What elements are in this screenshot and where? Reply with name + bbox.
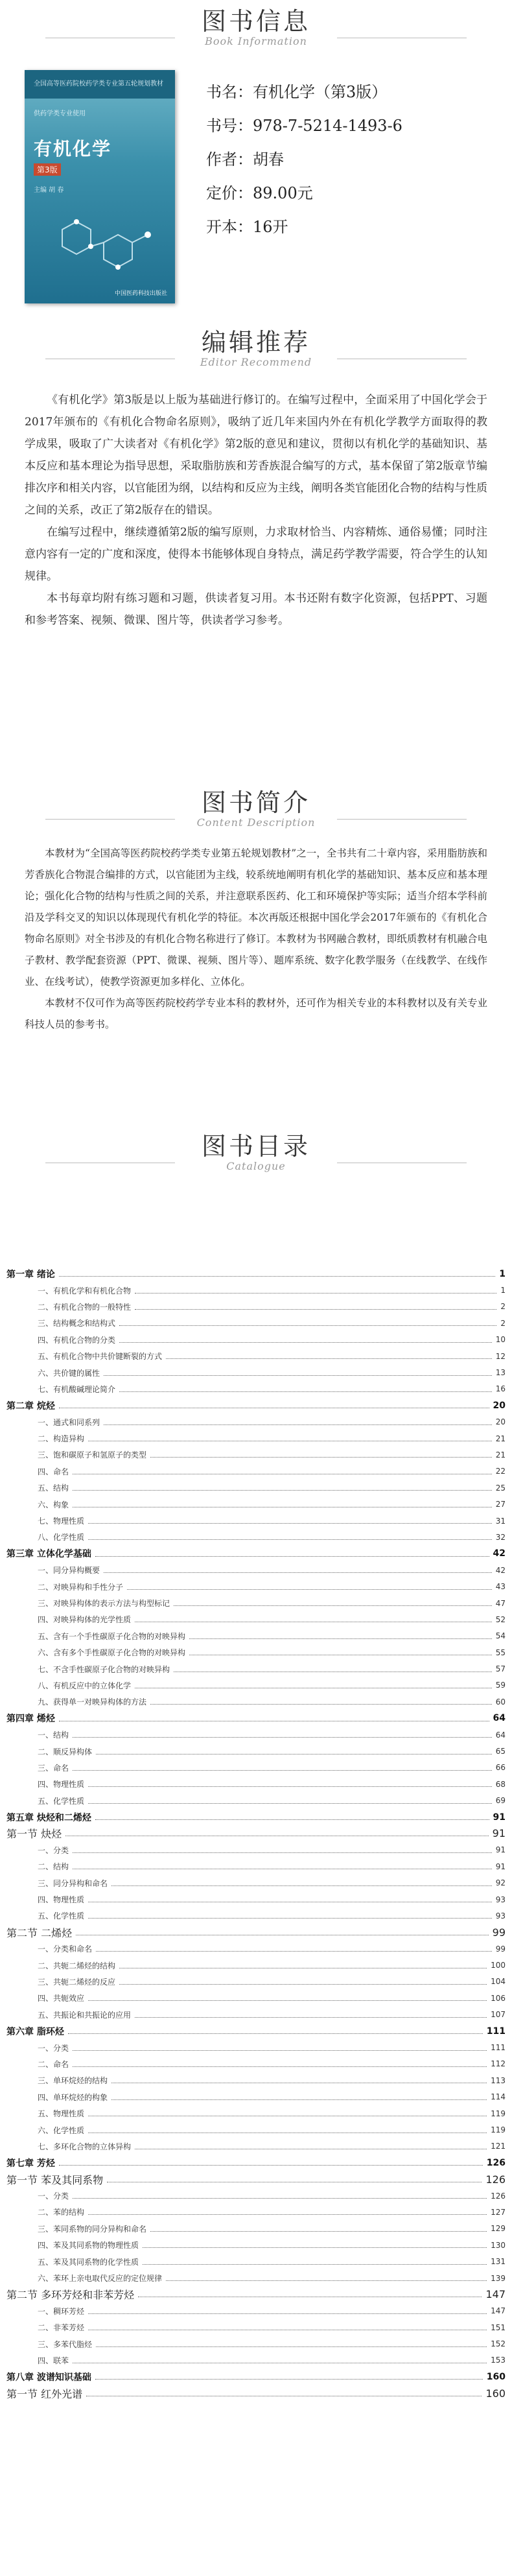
toc-entry-title: 九、获得单一对映异构体的方法 [38,1697,147,1707]
toc-entry-title: 一、分类 [38,2192,69,2201]
toc-entry-title: 四、对映异构体的光学性质 [38,1615,132,1625]
info-row-price [206,176,402,210]
toc-section [6,2171,506,2187]
toc-page-number: 100 [491,1961,506,1970]
toc-leader-dots [111,2099,487,2100]
toc-entry-title: 六、构象 [38,1500,69,1509]
toc-page-number: 22 [495,1467,506,1476]
toc-section [6,2385,506,2402]
toc-item [6,2221,506,2237]
toc-item [6,2270,506,2286]
toc-page-number: 119 [491,2109,506,2118]
intro-heading [0,788,512,829]
toc-entry-title: 二、顺反异构体 [38,1747,93,1756]
cover-author: 主编 胡 春 [34,187,64,194]
intro-text [25,843,487,1035]
toc-item [6,1332,506,1348]
toc-entry-title: 四、苯及其同系物的物理性质 [38,2241,139,2251]
toc-item [6,1348,506,1364]
toc-leader-dots [59,2165,483,2166]
paragraph: 在编写过程中，继续遵循第2版的编写原则，力求取材恰当、内容精炼、通俗易懂；同时注意内容有一定的广度和深度，使得本书能够体现自身特点，满足药学教学需要，符合学生的认知规律。 [25,526,487,583]
toc-entry-title: 第二节 多环芳烃和非苯芳烃 [6,2289,135,2302]
toc-item [6,2204,506,2220]
toc-item [6,1842,506,1858]
section-subtitle: Editor Recommend [200,356,312,368]
toc-item [6,1562,506,1578]
toc-item [6,1908,506,1924]
toc-entry-title: 八、有机反应中的立体化学 [38,1681,132,1690]
cover-title: 有机化学 [34,138,112,160]
toc-entry-title: 三、单环烷烃的结构 [38,2076,108,2086]
toc-page-number: 107 [491,2010,506,2020]
toc-entry-title: 六、化学性质 [38,2125,85,2135]
toc-item [6,1760,506,1776]
paragraph: 本书每章均附有练习题和习题，供读者复习用。本书还附有数字化资源，包括PPT、习题和参考答案、视频、微课、图片等，供读者学习参考。 [25,592,487,627]
toc-entry-title: 四、共轭效应 [38,1994,85,2003]
toc-page-number: 55 [495,1648,506,1657]
toc-entry-title: 第四章 烯烃 [6,1714,55,1725]
toc-item [6,1430,506,1447]
toc-page-number: 31 [495,1516,506,1526]
toc-entry-title: 第二节 二烯烃 [6,1926,73,1939]
toc-page-number: 54 [495,1631,506,1641]
toc-leader-dots [73,2066,487,2067]
toc-item [6,2089,506,2105]
toc-leader-dots [96,1951,492,1952]
toc-item [6,1957,506,1973]
toc-leader-dots [104,1572,492,1573]
toc-leader-dots [135,1309,496,1310]
toc-leader-dots [143,2264,487,2265]
toc-page-number: 151 [491,2322,506,2332]
toc-entry-title: 一、分类 [38,1845,69,1855]
toc-page-number: 12 [495,1351,506,1361]
toc-page-number: 65 [495,1747,506,1756]
toc-entry-title: 六、共价键的属性 [38,1368,100,1378]
toc-entry-title: 二、苯的结构 [38,2208,85,2217]
toc-entry-title: 二、共轭二烯烃的结构 [38,1961,116,1970]
toc-chapter [6,2369,506,2385]
toc-entry-title: 四、联苯 [38,2356,69,2365]
toc-leader-dots [73,1490,492,1491]
info-row-format [206,210,402,244]
toc-leader-dots [119,1984,487,1985]
toc-chapter [6,1546,506,1562]
toc-item [6,2188,506,2204]
toc-page-number: 32 [495,1532,506,1542]
toc-item [6,2105,506,2121]
toc-entry-title: 五、苯及其同系物的化学性质 [38,2257,139,2267]
toc-item [6,1463,506,1480]
toc-leader-dots [88,1539,492,1540]
toc-item [6,2335,506,2352]
toc-page-number: 160 [486,2371,506,2382]
toc-leader-dots [166,1358,492,1359]
section-title: 图书目录 [201,1132,310,1161]
toc-entry-title: 五、化学性质 [38,1796,85,1806]
toc-page-number: 126 [491,2191,506,2201]
toc-leader-dots [88,1918,492,1919]
toc-item [6,2072,506,2088]
toc-page-number: 64 [493,1713,506,1724]
toc-item [6,1990,506,2006]
toc-page-number: 114 [491,2092,506,2102]
book-info-heading [0,6,512,47]
toc-page-number: 13 [495,1368,506,1378]
toc-entry-title: 六、含有多个手性碳原子化合物的对映异构 [38,1648,186,1658]
toc-item [6,1595,506,1611]
toc-entry-title: 一、分类 [38,2043,69,2053]
toc-section [6,1825,506,1841]
toc-section [6,1924,506,1941]
toc-page-number: 91 [495,1861,506,1871]
toc-leader-dots [73,1770,492,1771]
toc-entry-title: 五、物理性质 [38,2109,85,2119]
toc-leader-dots [68,2033,483,2034]
book-cover [25,70,175,303]
info-label: 书名： [206,83,253,101]
toc-page-number: 10 [495,1335,506,1345]
toc-page-number: 59 [495,1681,506,1690]
toc-leader-dots [95,1819,489,1820]
toc-leader-dots [174,1605,492,1606]
toc-entry-title: 第一节 炔烃 [6,1828,62,1841]
toc-page-number: 104 [491,1977,506,1987]
toc-chapter [6,1397,506,1413]
toc-page-number: 129 [491,2224,506,2234]
toc-page-number: 106 [491,1993,506,2003]
toc-page-number: 121 [491,2142,506,2151]
toc-entry-title: 一、通式和同系列 [38,1417,100,1427]
toc-entry-title: 三、多苯代脂烃 [38,2339,93,2349]
info-value: 89.00元 [253,184,313,202]
section-subtitle: Book Information [205,35,307,47]
toc-page-number: 131 [491,2257,506,2267]
toc-page-number: 127 [491,2207,506,2217]
toc-page-number: 147 [491,2306,506,2316]
toc-entry-title: 三、结构概念和结构式 [38,1319,116,1329]
toc-leader-dots [88,2000,487,2001]
toc-item [6,1974,506,1990]
toc-leader-dots [73,2050,487,2051]
toc-leader-dots [119,1391,492,1392]
paragraph: 本教材不仅可作为高等医药院校药学专业本科的教材外，还可作为相关专业的本科教材以及有关专业科技人员的参考书。 [25,997,487,1030]
toc-item [6,2121,506,2138]
toc-entry-title: 四、单环烷烃的构象 [38,2092,108,2102]
paragraph: 《有机化学》第3版是以上版为基础进行修订的。在编写过程中，全面采用了中国化学会于2017年颁布的《有机化合物命名原则》，吸纳了近几年来国内外在有机化学教学方面取得的教学成果，吸取了广大读者对《有机化学》第2版的意见和建议，贯彻以有机化学的基础知识、基本反应和基本理论为指导思想，采取脂肪族和芳香族混合编写的方式，基本保留了第2版章节编排次序和相关内容，以官能团为纲，以结构和反应为主线，阐明各类官能团化合物的结构与性质之间的关系，改正了第2版存在的错误。 [25,394,487,517]
toc-page-number: 27 [495,1500,506,1509]
toc-item [6,1660,506,1677]
toc-item [6,1447,506,1463]
toc-item [6,1315,506,1331]
toc-leader-dots [88,1803,492,1804]
toc-item [6,2319,506,2335]
section-subtitle: Content Description [196,816,316,829]
info-value: 16开 [253,218,288,236]
toc-chapter [6,1809,506,1825]
toc-item [6,2303,506,2319]
toc-item [6,1628,506,1644]
toc-leader-dots [111,1885,492,1886]
toc-item [6,1874,506,1891]
toc-item [6,1776,506,1792]
toc-page-number: 21 [495,1450,506,1459]
toc-entry-title: 第一章 绪论 [6,1269,55,1280]
toc-leader-dots [96,1754,492,1755]
toc-item [6,1496,506,1512]
toc-page-number: 93 [495,1895,506,1904]
info-label: 书号： [206,117,253,135]
toc-page-number: 99 [495,1944,506,1954]
toc-item [6,1282,506,1298]
toc-entry-title: 四、物理性质 [38,1895,85,1905]
divider [337,819,467,820]
toc-item [6,1364,506,1380]
toc-entry-title: 七、物理性质 [38,1517,85,1526]
molecule-graphic-icon [51,209,161,280]
info-value: 胡春 [253,150,284,169]
toc-entry-title: 七、不含手性碳原子化合物的对映异构 [38,1664,170,1674]
toc-item [6,1891,506,1908]
toc-leader-dots [166,2280,487,2281]
toc-leader-dots [189,1638,492,1639]
toc-page-number: 111 [491,2043,506,2053]
toc-page-number: 147 [485,2288,506,2301]
toc-page-number: 91 [493,1812,506,1823]
toc-item [6,2237,506,2253]
toc-page-number: 43 [495,1582,506,1592]
toc-page-number: 20 [493,1400,506,1411]
section-title: 编辑推荐 [201,328,310,357]
toc-item [6,1578,506,1594]
toc-page-number: 91 [492,1827,506,1840]
toc-entry-title: 五、含有一个手性碳原子化合物的对映异构 [38,1631,186,1641]
cover-edition: 第3版 [34,163,61,176]
toc-entry-title: 五、有机化合物中共价键断裂的方式 [38,1352,163,1362]
toc-item [6,1513,506,1529]
toc-page-number: 60 [495,1697,506,1707]
toc-item [6,1611,506,1627]
catalogue-heading [0,1131,512,1172]
toc-chapter [6,1710,506,1727]
toc-entry-title: 二、非苯芳烃 [38,2323,85,2333]
toc-page-number: 25 [495,1483,506,1493]
toc-page-number: 47 [495,1598,506,1608]
cover-series: 全国高等医药院校药学类专业第五轮规划教材 [34,80,163,88]
toc-entry-title: 二、命名 [38,2059,69,2069]
toc-page-number: 112 [491,2059,506,2069]
section-title: 图书信息 [201,7,310,36]
toc-page-number: 119 [491,2125,506,2134]
toc-leader-dots [88,2214,487,2215]
toc-entry-title: 五、共振论和共振论的应用 [38,2010,132,2020]
toc-item [6,2253,506,2269]
toc-entry-title: 一、稠环芳烃 [38,2306,85,2316]
toc-item [6,1414,506,1430]
toc-entry-title: 四、命名 [38,1467,69,1476]
toc-leader-dots [150,2231,487,2232]
toc-page-number: 111 [486,2026,506,2037]
toc-item [6,1381,506,1397]
toc-entry-title: 一、结构 [38,1731,69,1740]
toc-item [6,1727,506,1743]
toc-entry-title: 六、苯环上亲电取代反应的定位规律 [38,2274,163,2284]
toc-leader-dots [150,1704,492,1705]
toc-page-number: 20 [495,1417,506,1427]
toc-page-number: 92 [495,1878,506,1888]
info-row-isbn [206,109,402,143]
toc-leader-dots [119,1342,492,1343]
toc-item [6,2352,506,2369]
toc-page-number: 1 [499,1268,506,1279]
toc-entry-title: 三、同分异构和命名 [38,1878,108,1888]
info-label: 开本： [206,218,253,236]
toc-page-number: 1 [500,1286,506,1295]
toc-page-number: 42 [493,1548,506,1559]
toc-item [6,1529,506,1545]
toc-entry-title: 第一节 红外光谱 [6,2387,83,2400]
toc-entry-title: 三、对映异构体的表示方法与构型标记 [38,1599,170,1608]
toc-page-number: 42 [495,1565,506,1575]
toc-leader-dots [143,2247,487,2248]
toc-chapter [6,1266,506,1282]
toc-item [6,1743,506,1759]
toc-item [6,1677,506,1694]
toc-entry-title: 五、化学性质 [38,1911,85,1921]
toc-item [6,1480,506,1496]
toc-entry-title: 第三章 立体化学基础 [6,1549,91,1560]
info-value: 有机化学（第3版） [253,83,388,101]
toc-leader-dots [135,2017,487,2018]
section-subtitle: Catalogue [226,1160,286,1172]
toc-entry-title: 一、同分异构概要 [38,1566,100,1576]
toc-leader-dots [95,2379,483,2380]
toc-page-number: 68 [495,1779,506,1789]
toc-entry-title: 第六章 脂环烃 [6,2026,64,2037]
toc-entry-title: 二、构造异构 [38,1434,85,1444]
toc-entry-title: 二、对映异构和手性分子 [38,1582,124,1592]
toc-page-number: 69 [495,1796,506,1806]
toc-leader-dots [59,1276,495,1277]
info-row-author [206,143,402,176]
toc-leader-dots [96,2346,487,2347]
paragraph: 本教材为“全国高等医药院校药学类专业第五轮规划教材”之一，全书共有二十章内容，采用脂肪族和芳香族化合物混合编排的方式，以官能团为主线，较系统地阐明有机化学的基础知识、基本反应和基本理论；强化化合物的结构与性质之间的关系，并注意联系医药、化工和环境保护等实际；适当介绍本学科前沿及学科交叉的知识以体现现代有机化学的特征。本次再版还根据中国化学会2017年颁布的《有机化合物命名原则》对全书涉及的有机化合物名称进行了修订。本教材为书网融合教材，即纸质教材有机融合电子教材、教学配套资源（PPT、微课、视频、图片等）、题库系统、数字化教学服务（在线教学、在线作业、在线考试），使教学资源更加多样化、立体化。 [25,847,487,987]
toc-entry-title: 三、苯同系物的同分异构和命名 [38,2224,147,2234]
editor-heading [0,327,512,368]
toc-leader-dots [73,1852,492,1853]
toc-page-number: 66 [495,1763,506,1773]
toc-chapter [6,2023,506,2039]
toc-page-number: 130 [491,2240,506,2250]
toc-page-number: 2 [500,1318,506,1328]
toc-page-number: 113 [491,2075,506,2085]
toc-entry-title: 一、分类和命名 [38,1944,93,1954]
info-row-title [206,75,402,109]
toc-page-number: 21 [495,1434,506,1443]
toc-entry-title: 第二章 烷烃 [6,1400,55,1412]
toc-page-number: 139 [491,2273,506,2283]
toc-item [6,1858,506,1874]
toc-chapter [6,2155,506,2171]
toc-leader-dots [88,1786,492,1787]
toc-entry-title: 三、命名 [38,1763,69,1773]
toc-page-number: 126 [485,2173,506,2186]
toc-page-number: 152 [491,2339,506,2349]
toc-entry-title: 第七章 芳烃 [6,2158,55,2169]
info-label: 定价： [206,184,253,202]
toc-leader-dots [119,1325,496,1326]
toc-page-number: 2 [500,1302,506,1312]
toc-leader-dots [135,1293,496,1294]
toc-item [6,1694,506,1710]
toc-leader-dots [127,1589,492,1590]
toc-entry-title: 七、有机酸碱理论简介 [38,1384,116,1394]
toc-leader-dots [88,2313,487,2314]
info-label: 作者： [206,150,253,169]
toc-entry-title: 三、饱和碳原子和氢原子的类型 [38,1450,147,1460]
book-info-list [206,75,402,244]
toc-page-number: 52 [495,1614,506,1624]
section-title: 图书简介 [201,788,310,817]
toc-entry-title: 一、有机化学和有机化合物 [38,1286,132,1295]
toc-entry-title: 第一节 苯及其同系物 [6,2173,104,2186]
toc-page-number: 160 [485,2387,506,2400]
cover-publisher: 中国医药科技出版社 [114,290,167,297]
toc-leader-dots [104,1375,492,1376]
toc-page-number: 99 [492,1926,506,1939]
toc-page-number: 57 [495,1664,506,1674]
toc-item [6,2039,506,2055]
toc-leader-dots [104,1424,492,1425]
toc-entry-title: 三、共轭二烯烃的反应 [38,1977,116,1987]
toc-page-number: 91 [495,1845,506,1855]
toc-entry-title: 七、多环化合物的立体异构 [38,2142,132,2151]
toc-entry-title: 二、有机化合物的一般特性 [38,1302,132,1312]
toc-entry-title: 八、化学性质 [38,1533,85,1542]
toc-leader-dots [88,1523,492,1524]
toc-item [6,1644,506,1660]
toc-item [6,2138,506,2155]
toc-item [6,1299,506,1315]
toc-page-number: 153 [491,2356,506,2365]
toc-leader-dots [73,2198,487,2199]
toc-section [6,2286,506,2302]
toc-page-number: 126 [486,2157,506,2168]
toc-entry-title: 二、结构 [38,1862,69,1872]
toc-leader-dots [73,1737,492,1738]
cover-tag: 供药学类专业使用 [34,110,86,117]
toc-leader-dots [95,1556,489,1557]
toc-entry-title: 第五章 炔烃和二烯烃 [6,1812,91,1823]
toc-entry-title: 五、结构 [38,1483,69,1493]
table-of-contents [6,1266,506,2402]
toc-item [6,1941,506,1957]
toc-entry-title: 第八章 波谱知识基础 [6,2372,91,2383]
toc-item [6,2007,506,2023]
divider [45,819,175,820]
toc-entry-title: 四、有机化合物的分类 [38,1335,116,1345]
toc-item [6,2056,506,2072]
toc-page-number: 93 [495,1911,506,1920]
info-value: 978-7-5214-1493-6 [253,117,402,135]
toc-leader-dots [150,1457,492,1458]
toc-page-number: 16 [495,1384,506,1394]
toc-item [6,1793,506,1809]
editor-text [25,389,487,632]
toc-entry-title: 四、物理性质 [38,1780,85,1790]
toc-page-number: 64 [495,1730,506,1740]
